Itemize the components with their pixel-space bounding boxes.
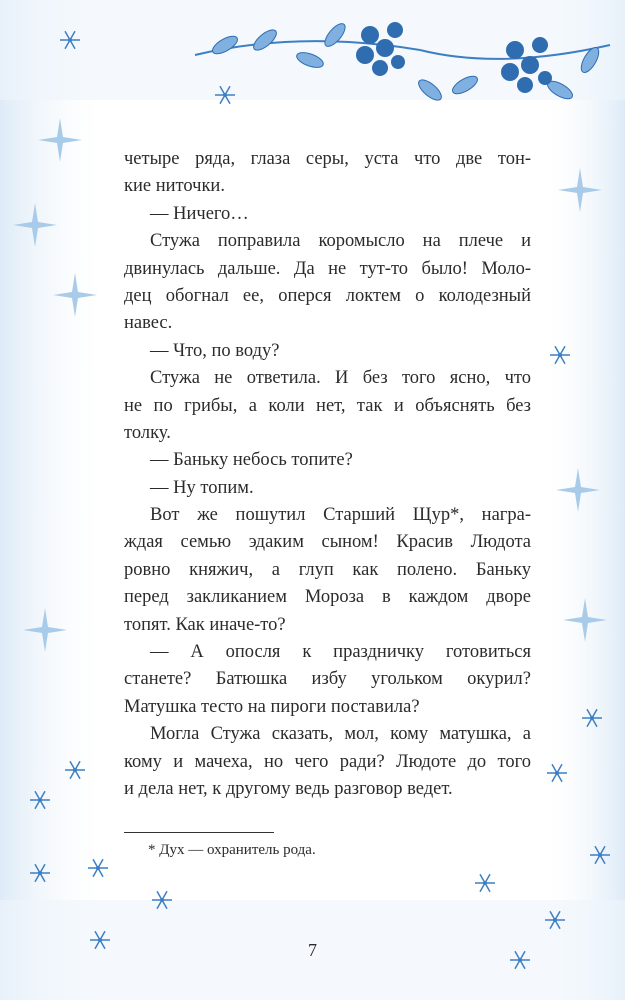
text-line: — Ничего… [150, 203, 249, 224]
text-line: толку. [124, 422, 171, 443]
text-line: топят. Как иначе-то? [124, 614, 286, 635]
footnote: * Дух — охранитель рода. [148, 842, 316, 858]
text-line: кому и мачеха, но чего ради? Людоте до того [124, 751, 531, 772]
footnote-rule [124, 832, 274, 833]
text-line: станете? Батюшка избу угольком окурил? [124, 669, 531, 690]
text-line: Матушка тесто на пироги поставила? [124, 696, 420, 717]
text-line: — Ну топим. [150, 477, 254, 498]
text-line: четыре ряда, глаза серы, уста что две тон- [124, 149, 531, 169]
text-line: не по грибы, а коли нет, так и объяснять без [124, 395, 531, 416]
text-line: двинулась дальше. Да не тут-то было! Моло- [124, 258, 531, 279]
text-line: Стужа не ответила. И без того ясно, что [150, 368, 531, 389]
text-line: — Что, по воду? [150, 340, 280, 361]
text-line: перед закликанием Мороза в каждом дворе [124, 587, 531, 608]
text-line: и дела нет, к другому ведь разговор ведет. [124, 778, 453, 799]
text-line: дец обогнал ее, оперся локтем о колодезный [124, 285, 531, 306]
page-number: 7 [308, 940, 317, 960]
text-line: навес. [124, 313, 173, 334]
text-line: — А опосля к праздничку готовиться [150, 642, 531, 663]
text-line: ровно княжич, а глуп как полено. Баньку [124, 559, 531, 580]
text-line: Вот же пошутил Старший Щур*, награ- [150, 505, 531, 526]
body-text [124, 146, 531, 803]
text-line: кие ниточки. [124, 176, 225, 197]
text-line: Могла Стужа сказать, мол, кому матушка, а [150, 724, 531, 745]
text-line: — Баньку небось топите? [150, 450, 353, 471]
text-line: Стужа поправила коромысло на плече и [150, 231, 531, 252]
text-line: ждая семью эдаким сыном! Красив Людота [124, 532, 531, 553]
